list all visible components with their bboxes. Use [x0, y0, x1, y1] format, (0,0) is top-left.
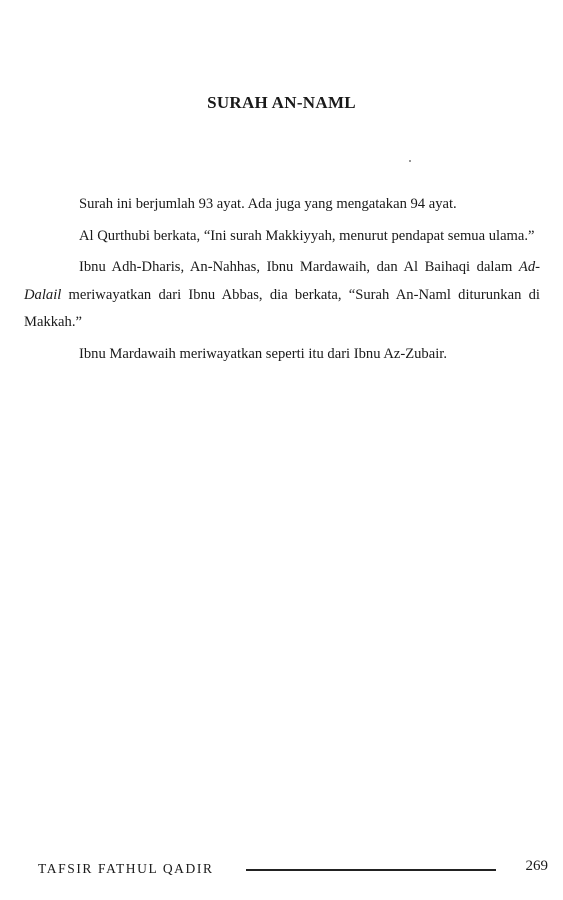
paragraph-narrators-before: Ibnu Adh-Dharis, An-Nahhas, Ibnu Mardawaih, dan Al Baihaqi dalam	[79, 259, 519, 275]
footer-book-title: TAFSIR FATHUL QADIR	[38, 861, 214, 876]
paragraph-narrators	[24, 254, 540, 337]
scan-speck	[409, 160, 411, 162]
page-footer	[38, 858, 548, 880]
paragraph-az-zubair: Ibnu Mardawaih meriwayatkan seperti itu dari Ibnu Az-Zubair.	[79, 345, 447, 362]
paragraph-narrators-after: meriwayatkan dari Ibnu Abbas, dia berkata, “Surah An-Naml diturunkan di Makkah.”	[24, 286, 540, 330]
paragraph-qurthubi: Al Qurthubi berkata, “Ini surah Makkiyyah, menurut pendapat semua ulama.”	[79, 227, 535, 244]
page-number: 269	[525, 858, 548, 874]
body-text	[24, 191, 540, 372]
footer-rule	[246, 869, 496, 871]
surah-heading: SURAH AN-NAML	[207, 93, 356, 112]
book-title-ad-dalail: Ad-Dalail	[24, 259, 540, 303]
paragraph-verse-count: Surah ini berjumlah 93 ayat. Ada juga yang mengatakan 94 ayat.	[79, 196, 457, 212]
